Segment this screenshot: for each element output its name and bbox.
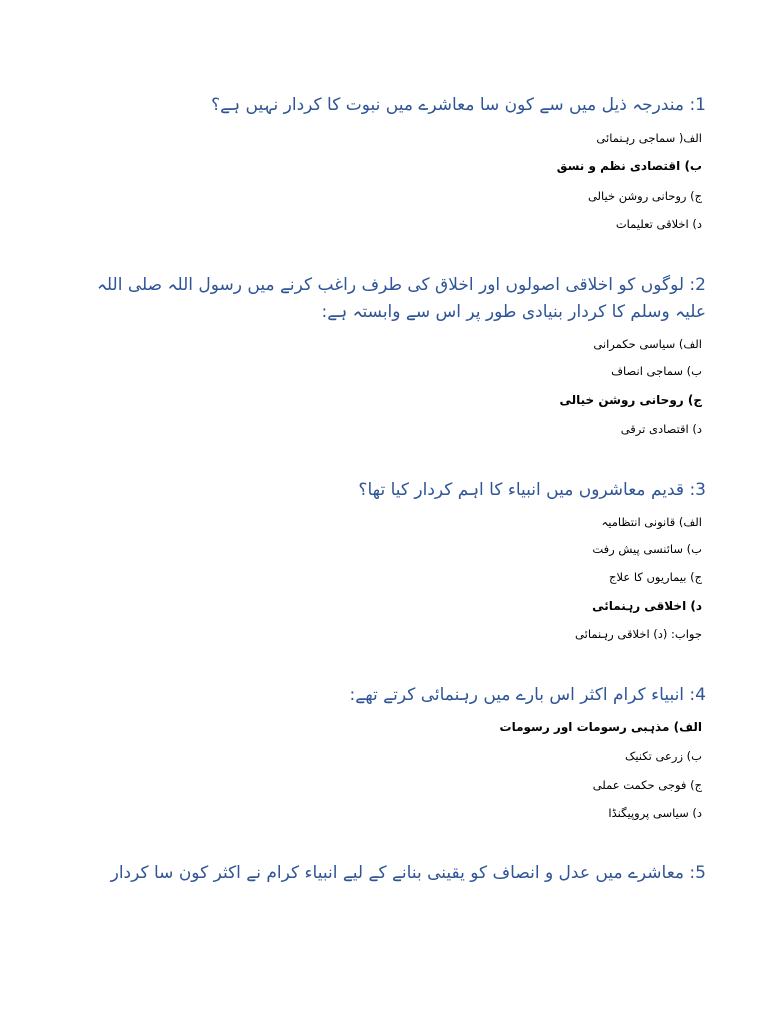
q3-answer: جواب: (د) اخلاقی رہنمائی	[575, 627, 702, 641]
q4-option-b: ب) زرعی تکنیک	[625, 749, 702, 763]
q4-option-c: ج) فوجی حکمت عملی	[592, 778, 702, 792]
q2-option-b: ب) سماجی انصاف	[611, 364, 702, 378]
q2-option-a: الف) سیاسی حکمرانی	[593, 337, 702, 351]
q2-option-d: د) اقتصادی ترقی	[620, 422, 702, 436]
q3-option-b: ب) سائنسی پیش رفت	[592, 542, 702, 556]
q3-option-c: ج) بیماریوں کا علاج	[609, 570, 702, 584]
question-3: 3: قدیم معاشروں میں انبیاء کا اہم کردار کیا تھا؟	[358, 480, 706, 500]
question-5: 5: معاشرے میں عدل و انصاف کو یقینی بنانے کے لیے انبیاء کرام نے اکثر کون سا کردار	[110, 863, 706, 883]
q1-option-c: ج) روحانی روشن خیالی	[587, 189, 702, 203]
question-4: 4: انبیاء کرام اکثر اس بارے میں رہنمائی کرتے تھے:	[349, 685, 706, 705]
q3-option-a: الف) قانونی انتظامیہ	[601, 515, 702, 529]
q1-option-b: ب) اقتصادی نظم و نسق	[556, 159, 702, 173]
q3-option-d: د) اخلاقی رہنمائی	[592, 599, 702, 613]
q2-option-c: ج) روحانی روشن خیالی	[559, 393, 702, 407]
q1-option-a: الف( سماجی رہنمائی	[596, 131, 702, 145]
q1-option-d: د) اخلاقی تعلیمات	[615, 217, 702, 231]
q4-option-d: د) سیاسی پروپیگنڈا	[608, 806, 702, 820]
question-2: 2: لوگوں کو اخلاقی اصولوں اور اخلاق کی طرف راغب کرنے میں رسول اللہ صلی اللہ علیہ وسلم کا کردار بنیادی طور پر اس سے وابستہ ہے:	[96, 275, 706, 322]
question-1: 1: مندرجہ ذیل میں سے کون سا معاشرے میں نبوت کا کردار نہیں ہے؟	[211, 95, 706, 115]
q4-option-a: الف) مذہبی رسومات اور رسومات	[499, 720, 702, 734]
